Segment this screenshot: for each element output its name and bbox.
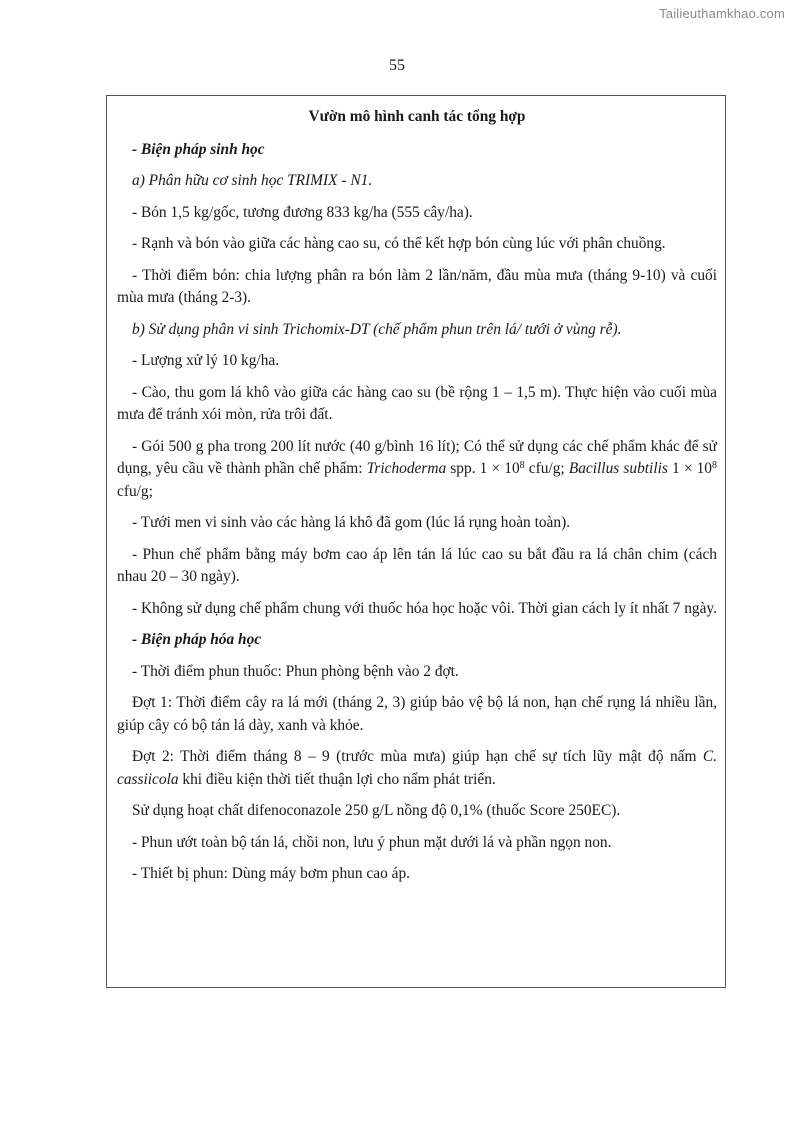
paragraph: - Phun chế phẩm bằng máy bơm cao áp lên tán lá lúc cao su bắt đầu ra lá chân chim (cách nhau 20 – 30 ngày). — [117, 545, 717, 585]
mix-text-1: - Gói 500 g pha trong 200 lít nước (40 g/bình 16 lít); Có thể sử dụng các chế phẩm khác để sử dụng, yêu cầu về thành phần chế phẩm: — [117, 437, 717, 477]
dot2-paragraph — [117, 746, 717, 791]
paragraph: - Thời điểm bón: chia lượng phân ra bón làm 2 lần/năm, đầu mùa mưa (tháng 9-10) và cuối mùa mưa (tháng 2-3). — [117, 266, 717, 306]
paragraph: - Phun ướt toàn bộ tán lá, chồi non, lưu ý phun mặt dưới lá và phần ngọn non. — [132, 833, 612, 851]
paragraph: - Không sử dụng chế phẩm chung với thuốc hóa học hoặc vôi. Thời gian cách ly ít nhất 7 ngày. — [132, 599, 717, 617]
mix-text-5: cfu/g; — [117, 482, 153, 500]
mix-text-4: 1 × 10 — [667, 460, 713, 477]
bio-a-title: a) Phân hữu cơ sinh học TRIMIX - N1. — [132, 172, 373, 189]
exponent: 8 — [519, 460, 525, 471]
bio-heading: - Biện pháp sinh học — [132, 140, 265, 158]
mix-paragraph — [117, 436, 717, 504]
dot2-text-2: khi điều kiện thời tiết thuận lợi cho nấm phát triển. — [178, 770, 496, 788]
paragraph: - Rạnh và bón vào giữa các hàng cao su, có thể kết hợp bón cùng lúc với phân chuồng. — [132, 235, 666, 252]
paragraph: - Thiết bị phun: Dùng máy bơm phun cao áp. — [132, 865, 411, 882]
watermark: Tailieuthamkhao.com — [659, 6, 785, 21]
organism-c-cassiicola: C. cassiicola — [117, 748, 717, 788]
exponent: 8 — [712, 460, 718, 471]
paragraph: - Tưới men vi sinh vào các hàng lá khô đã gom (lúc lá rụng hoàn toàn). — [132, 514, 571, 531]
paragraph: Đợt 1: Thời điểm cây ra lá mới (tháng 2, 3) giúp bảo vệ bộ lá non, hạn chế rụng lá nhiều lần, giúp cây có bộ tán lá dày, xanh và khỏe. — [117, 694, 717, 734]
mix-text-3: cfu/g; — [524, 460, 569, 477]
chem-heading: - Biện pháp hóa học — [132, 631, 262, 648]
organism-bacillus: Bacillus subtilis — [568, 460, 668, 477]
paragraph: - Cào, thu gom lá khô vào giữa các hàng cao su (bề rộng 1 – 1,5 m). Thực hiện vào cuối mùa mưa để tránh xói mòn, rửa trôi đất. — [117, 383, 717, 423]
paragraph: Sử dụng hoạt chất difenoconazole 250 g/L nồng độ 0,1% (thuốc Score 250EC). — [132, 802, 621, 819]
content-box — [106, 95, 726, 988]
dot2-text-1: Đợt 2: Thời điểm tháng 8 – 9 (trước mùa mưa) giúp hạn chế sự tích lũy mật độ nấm — [132, 748, 703, 765]
box-title: Vườn mô hình canh tác tổng hợp — [308, 108, 526, 125]
paragraph: - Thời điểm phun thuốc: Phun phòng bệnh vào 2 đợt. — [132, 662, 459, 680]
organism-trichoderma: Trichoderma — [366, 460, 447, 477]
mix-text-2: spp. 1 × 10 — [446, 460, 520, 477]
bio-b-title: b) Sử dụng phân vi sinh Trichomix-DT (chế phẩm phun trên lá/ tưới ở vùng rễ). — [132, 320, 622, 338]
page-number: 55 — [389, 57, 405, 74]
paragraph: - Lượng xử lý 10 kg/ha. — [132, 352, 280, 369]
paragraph: - Bón 1,5 kg/gốc, tương đương 833 kg/ha (555 cây/ha). — [132, 203, 473, 221]
